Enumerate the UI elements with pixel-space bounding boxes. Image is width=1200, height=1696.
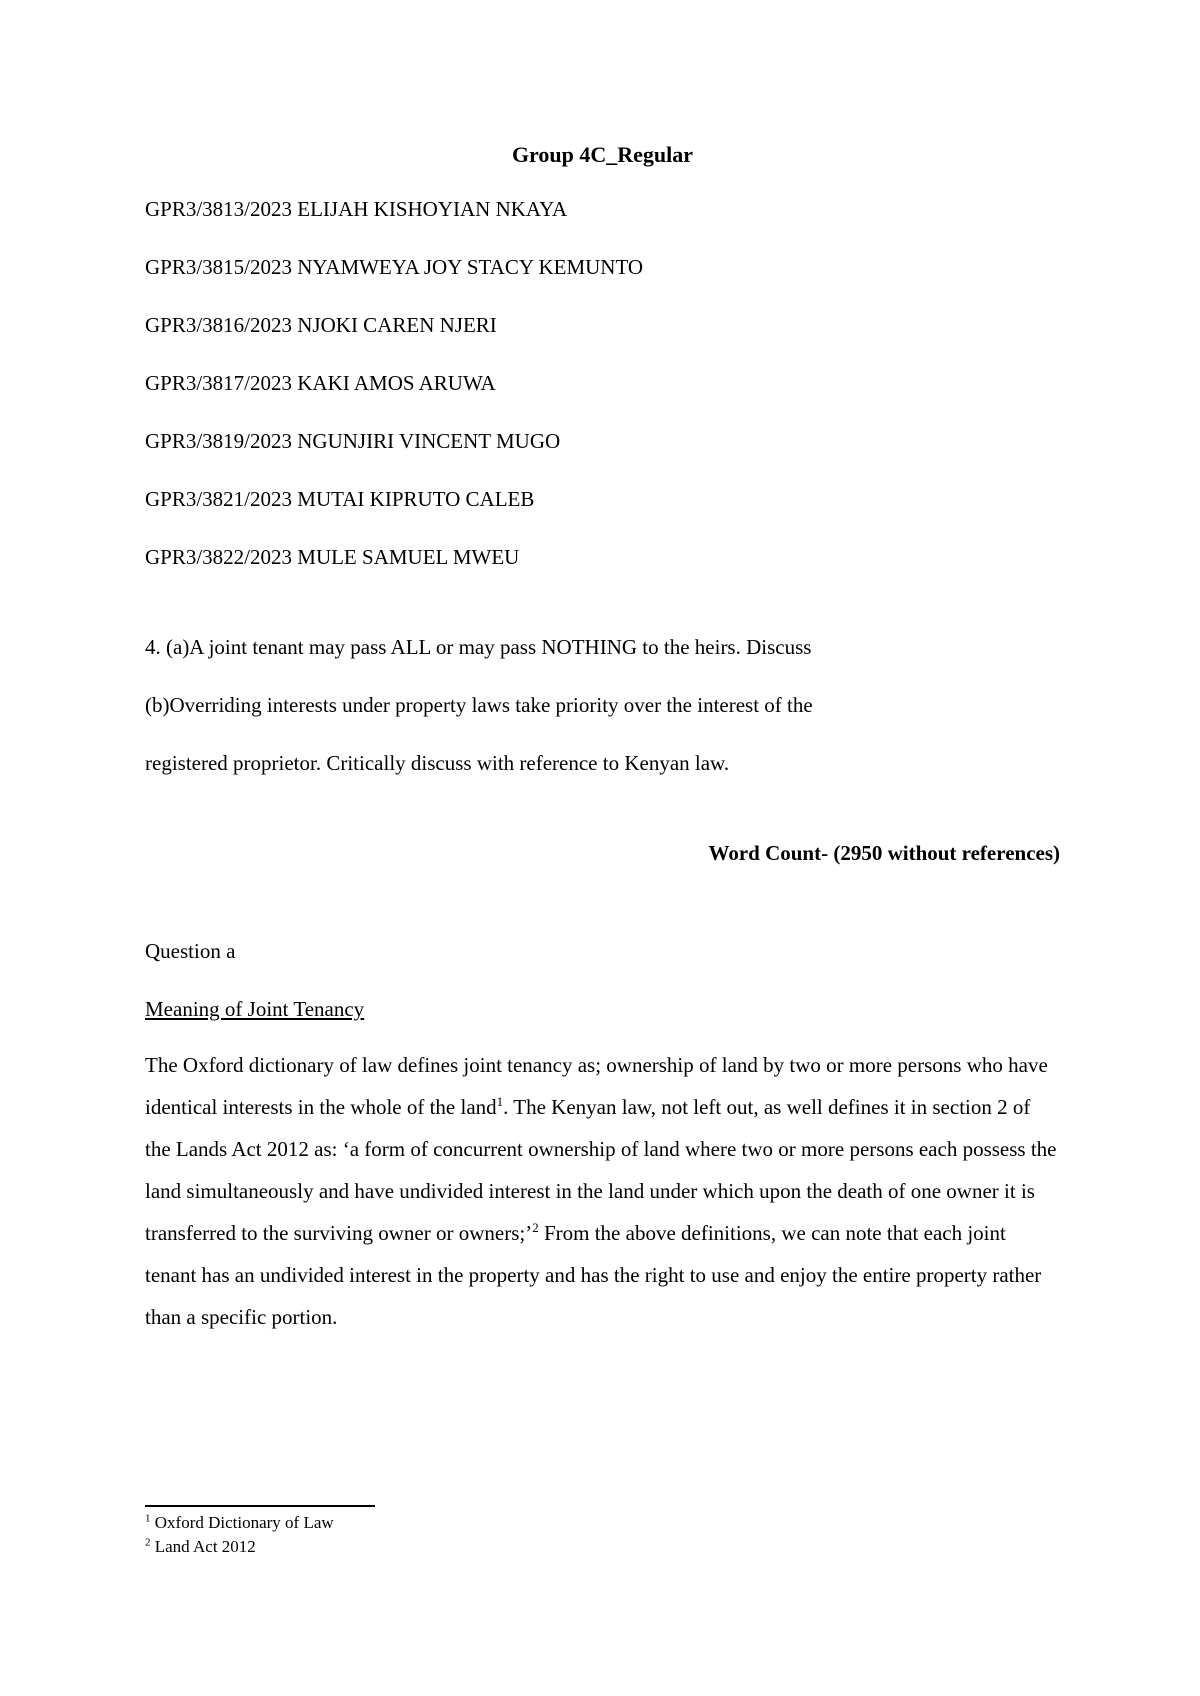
- section-heading: Meaning of Joint Tenancy: [145, 997, 365, 1021]
- footnote: [145, 1511, 745, 1535]
- page-content: [145, 140, 1060, 1338]
- footnotes: [145, 1505, 745, 1559]
- member-list: [145, 194, 1060, 572]
- group-title: Group 4C_Regular: [511, 142, 694, 167]
- footnote-number: 1: [145, 1512, 151, 1525]
- body-paragraph: [145, 1044, 1060, 1338]
- member-entry: GPR3/3819/2023 NGUNJIRI VINCENT MUGO: [145, 429, 561, 453]
- member-entry: GPR3/3815/2023 NYAMWEYA JOY STACY KEMUNTO: [145, 255, 644, 279]
- member-entry: GPR3/3816/2023 NJOKI CAREN NJERI: [145, 313, 497, 337]
- paragraph-text: . The Kenyan law, not left out, as well defines it in section 2 of the Lands Act 2012 as: ‘a form of concurrent ownership of land where two or more persons each possess the land simultaneously and have undivided interest in the land under which upon the death of one owner it is transferred to the surviving owner or owners;’: [145, 1095, 1057, 1245]
- footnote-reference[interactable]: 2: [532, 1220, 539, 1235]
- paragraph-text: From the above definitions, we can note that each joint tenant has an undivided interest in the property and has the right to use and enjoy the entire property rather than a specific portion.: [145, 1221, 1042, 1329]
- word-count: Word Count- (2950 without references): [708, 841, 1060, 865]
- question-a-label: Question a: [145, 939, 236, 963]
- footnote-number: 2: [145, 1536, 151, 1549]
- footnote-separator: [145, 1505, 375, 1507]
- question-block: [145, 632, 1060, 778]
- member-entry: GPR3/3817/2023 KAKI AMOS ARUWA: [145, 371, 496, 395]
- member-entry: GPR3/3822/2023 MULE SAMUEL MWEU: [145, 545, 520, 569]
- question-line-b-continued: registered proprietor. Critically discuss with reference to Kenyan law.: [145, 751, 730, 775]
- paragraph-text: The Oxford dictionary of law defines joint tenancy as; ownership of land by two or more persons who have identical interests in the whole of the land: [145, 1053, 1048, 1119]
- footnote: [145, 1535, 745, 1559]
- member-entry: GPR3/3821/2023 MUTAI KIPRUTO CALEB: [145, 487, 535, 511]
- footnote-text: Land Act 2012: [150, 1537, 256, 1556]
- member-entry: GPR3/3813/2023 ELIJAH KISHOYIAN NKAYA: [145, 197, 568, 221]
- question-line-b: (b)Overriding interests under property laws take priority over the interest of the: [145, 693, 813, 717]
- footnote-text: Oxford Dictionary of Law: [150, 1513, 334, 1532]
- question-line-a: 4. (a)A joint tenant may pass ALL or may pass NOTHING to the heirs. Discuss: [145, 635, 812, 659]
- footnote-reference[interactable]: 1: [496, 1094, 504, 1109]
